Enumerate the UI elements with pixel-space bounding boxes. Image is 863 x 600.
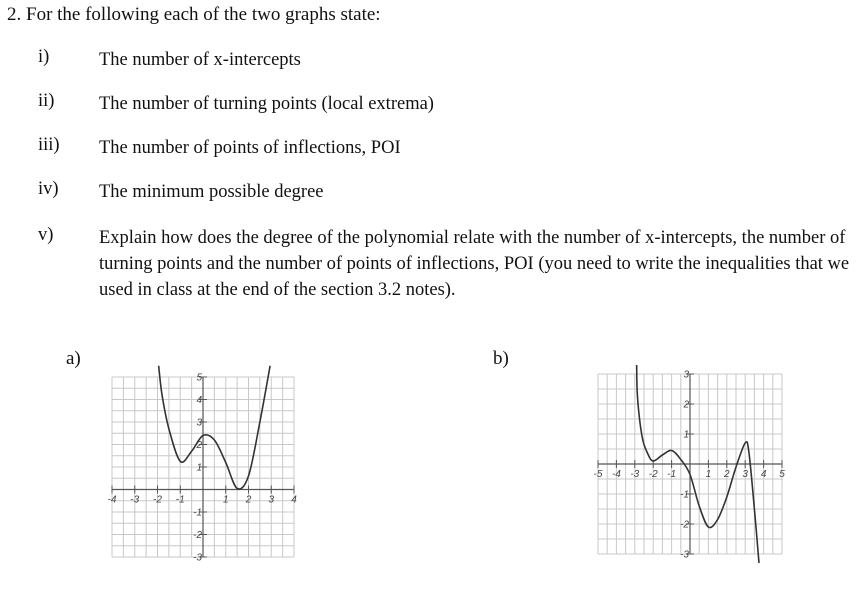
y-tick-label: 3 bbox=[196, 417, 202, 429]
x-tick-label: -3 bbox=[130, 494, 140, 506]
x-tick-label: -4 bbox=[107, 494, 117, 506]
x-tick-label: -3 bbox=[630, 469, 640, 480]
item-number: i) bbox=[38, 47, 50, 67]
graph-a-plot bbox=[107, 372, 300, 564]
item-text: Explain how does the degree of the polynomial relate with the number of x-intercepts, the number of turning points and the number of points of inflections, POI (you need to write the inequalities that we used in class at the end of the section 3.2 notes). bbox=[99, 228, 850, 300]
x-tick-label: 1 bbox=[222, 494, 229, 506]
x-tick-label: -1 bbox=[667, 469, 677, 480]
question-title: 2. For the following each of the two graphs state: bbox=[7, 4, 381, 25]
x-tick-label: 3 bbox=[268, 494, 275, 506]
item-text: The number of points of inflections, POI bbox=[99, 138, 401, 158]
graph-a-label: a) bbox=[66, 348, 81, 369]
graph-a-y-tick-labels bbox=[193, 373, 202, 564]
y-tick-label: 1 bbox=[683, 429, 689, 441]
x-tick-label: 2 bbox=[245, 494, 252, 506]
graph-a-x-tick-labels bbox=[108, 495, 298, 506]
y-tick-label: 4 bbox=[196, 395, 202, 406]
x-tick-label: 2 bbox=[724, 469, 730, 480]
graph-b-label: b) bbox=[493, 348, 509, 369]
x-tick-label: -4 bbox=[611, 469, 621, 480]
y-tick-label: 5 bbox=[196, 372, 202, 384]
y-tick-label: -3 bbox=[680, 549, 689, 561]
x-tick-label: 3 bbox=[742, 469, 748, 480]
y-tick-label: 1 bbox=[196, 462, 202, 474]
item-number: iv) bbox=[38, 179, 59, 199]
y-tick-label: 3 bbox=[683, 369, 689, 381]
y-tick-label: -2 bbox=[193, 530, 202, 541]
item-text: The number of x-intercepts bbox=[99, 50, 301, 70]
y-tick-label: 2 bbox=[683, 399, 689, 411]
x-tick-label: -1 bbox=[175, 494, 185, 506]
y-tick-label: -2 bbox=[680, 519, 689, 531]
item-number: ii) bbox=[38, 91, 55, 111]
x-tick-label: -5 bbox=[593, 469, 603, 480]
x-tick-label: -2 bbox=[153, 494, 162, 506]
y-tick-label: 2 bbox=[196, 440, 202, 451]
y-tick-label: -3 bbox=[193, 552, 202, 564]
y-tick-label: -1 bbox=[680, 489, 689, 501]
item-text: The minimum possible degree bbox=[99, 182, 324, 202]
item-text: The number of turning points (local extrema) bbox=[99, 94, 434, 114]
x-tick-label: 5 bbox=[779, 469, 785, 480]
x-tick-label: -2 bbox=[648, 469, 658, 480]
item-number: iii) bbox=[38, 135, 60, 155]
graph-b-plot bbox=[593, 369, 788, 561]
x-tick-label: 1 bbox=[705, 469, 712, 480]
x-tick-label: 4 bbox=[291, 494, 297, 506]
y-tick-label: -1 bbox=[193, 507, 202, 519]
item-number: v) bbox=[38, 225, 54, 245]
x-tick-label: 4 bbox=[760, 469, 767, 480]
